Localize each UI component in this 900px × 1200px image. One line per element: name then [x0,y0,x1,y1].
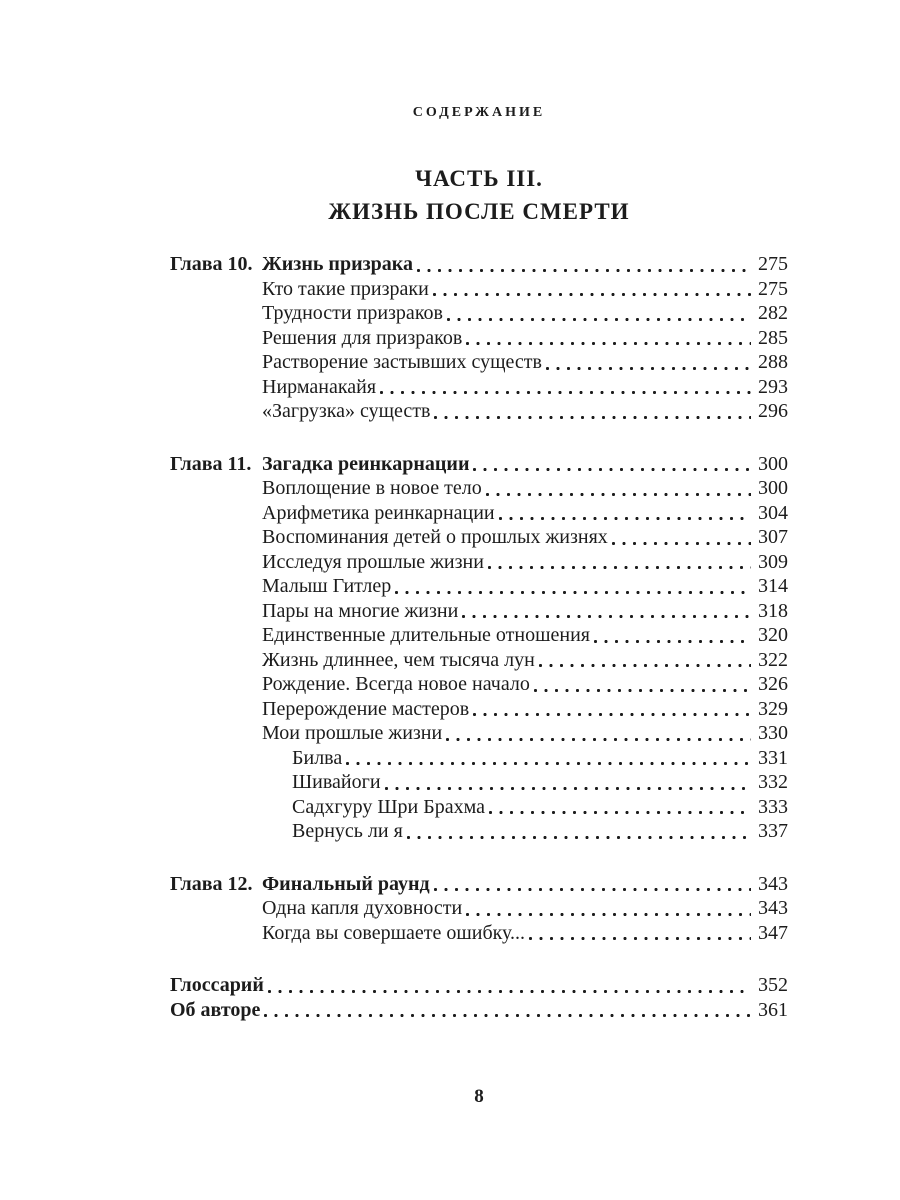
toc-leader-dots [447,318,751,321]
toc-row-page: 300 [758,477,788,499]
part-title [170,163,788,228]
toc-leader-dots [466,913,751,916]
toc-leader-dots [385,787,751,790]
toc-leader-dots [534,689,751,692]
toc-row-prefix: Глава 10. [170,253,253,275]
toc-row-title: Вернусь ли я [292,820,403,842]
toc-row [170,872,788,897]
toc-row-page: 361 [758,998,788,1021]
toc-row-title: Кто такие призраки [262,277,429,300]
toc-row-title: Жизнь длиннее, чем тысяча лун [262,648,535,671]
toc-row-page: 282 [758,302,788,324]
toc-leader-dots [434,416,751,419]
toc-section [170,452,788,844]
toc-row-page: 333 [758,795,788,818]
toc-row [170,672,788,697]
toc-row-page: 332 [758,771,788,793]
toc-row [170,375,788,400]
toc-leader-dots [488,566,751,569]
toc-row [170,770,788,795]
toc-row-title: Воплощение в новое тело [262,477,482,499]
toc-row [170,326,788,351]
toc-row-title: Нирманакайя [262,375,377,398]
toc-row [170,795,788,820]
toc-row [170,819,788,844]
toc-row-title: Жизнь призрака [262,253,413,275]
toc-row-page: 285 [758,326,788,349]
part-title-line2: ЖИЗНЬ ПОСЛЕ СМЕРТИ [328,198,630,224]
toc-leader-dots [434,888,751,891]
toc-row [170,550,788,575]
toc-row-title: Когда вы совершаете ошибку... [262,921,526,944]
toc-leader-dots [268,990,751,993]
toc-row [170,623,788,648]
toc-leader-dots [407,836,751,839]
toc-leader-dots [446,738,751,741]
toc-row-page: 307 [758,526,788,548]
toc-leader-dots [529,937,751,940]
toc-row-title: Арифметика реинкарнации [262,501,495,524]
toc-leader-dots [462,615,751,618]
toc-row [170,574,788,599]
toc-row [170,599,788,624]
toc-leader-dots [499,517,751,520]
toc-section [170,973,788,1022]
toc-row [170,525,788,550]
toc-leader-dots [380,391,751,394]
page-content [170,0,788,1022]
page-number-footer: 8 [474,1086,484,1107]
toc-row [170,896,788,921]
toc-row-page: 347 [758,921,788,944]
toc-leader-dots [264,1014,751,1017]
toc-row [170,721,788,746]
toc-row-title: «Загрузка» существ [262,400,431,422]
toc-row-title: Мои прошлые жизни [262,722,443,744]
toc-row-title: Исследуя прошлые жизни [262,550,484,573]
toc-section [170,252,788,424]
toc-row-title: Перерождение мастеров [262,697,470,720]
toc-row-page: 314 [758,575,788,597]
toc-row [170,476,788,501]
toc-header: СОДЕРЖАНИЕ [412,105,546,120]
toc-leader-dots [395,591,751,594]
toc-row-page: 304 [758,501,788,524]
toc-leader-dots [594,640,751,643]
toc-row-page: 300 [758,452,788,475]
toc-row [170,973,788,998]
toc-leader-dots [612,542,751,545]
toc-row-page: 275 [758,253,788,275]
toc-row-title: Воспоминания детей о прошлых жизнях [262,526,608,548]
toc [170,252,788,1022]
toc-row [170,998,788,1023]
toc-row-title: Растворение застывших существ [262,351,542,373]
toc-row-title: Решения для призраков [262,326,463,349]
toc-row-title: Об авторе [170,998,261,1021]
toc-leader-dots [473,468,751,471]
toc-leader-dots [473,713,751,716]
toc-leader-dots [466,342,751,345]
toc-row-prefix: Глава 12. [170,872,253,895]
toc-leader-dots [433,293,751,296]
toc-row-page: 318 [758,599,788,622]
toc-leader-dots [486,493,751,496]
toc-row [170,301,788,326]
toc-row [170,350,788,375]
toc-row [170,648,788,673]
toc-row-title: Малыш Гитлер [262,575,392,597]
toc-row-page: 343 [758,897,788,919]
toc-row-page: 337 [758,820,788,842]
toc-row-page: 329 [758,697,788,720]
toc-row-page: 288 [758,351,788,373]
toc-row-title: Загадка реинкарнации [262,452,470,475]
toc-row [170,697,788,722]
toc-leader-dots [417,269,751,272]
part-title-line1: ЧАСТЬ III. [415,166,543,191]
toc-row-page: 352 [758,974,788,996]
toc-row-title: Рождение. Всегда новое начало [262,673,530,695]
toc-row [170,452,788,477]
toc-row [170,921,788,946]
toc-row [170,252,788,277]
toc-row-page: 343 [758,872,788,895]
toc-leader-dots [546,367,751,370]
toc-leader-dots [346,762,751,765]
toc-row-title: Глоссарий [170,974,264,996]
toc-row-page: 330 [758,722,788,744]
toc-row [170,399,788,424]
toc-leader-dots [539,664,751,667]
toc-row-page: 275 [758,277,788,300]
toc-row-page: 320 [758,624,788,646]
toc-row-title: Одна капля духовности [262,897,463,919]
toc-row-page: 309 [758,550,788,573]
toc-row-title: Финальный раунд [262,872,430,895]
toc-row-page: 331 [758,746,788,769]
toc-row-title: Шивайоги [292,771,381,793]
toc-row-page: 293 [758,375,788,398]
toc-row-title: Пары на многие жизни [262,599,459,622]
toc-row-page: 296 [758,400,788,422]
toc-row [170,501,788,526]
toc-row-title: Единственные длительные отношения [262,624,590,646]
toc-row-page: 322 [758,648,788,671]
toc-leader-dots [489,811,751,814]
toc-row-page: 326 [758,673,788,695]
toc-section [170,872,788,946]
toc-row-title: Садхгуру Шри Брахма [292,795,485,818]
toc-row [170,746,788,771]
toc-row-prefix: Глава 11. [170,452,252,475]
toc-row-title: Билва [292,746,343,769]
toc-row-title: Трудности призраков [262,302,443,324]
toc-row [170,277,788,302]
